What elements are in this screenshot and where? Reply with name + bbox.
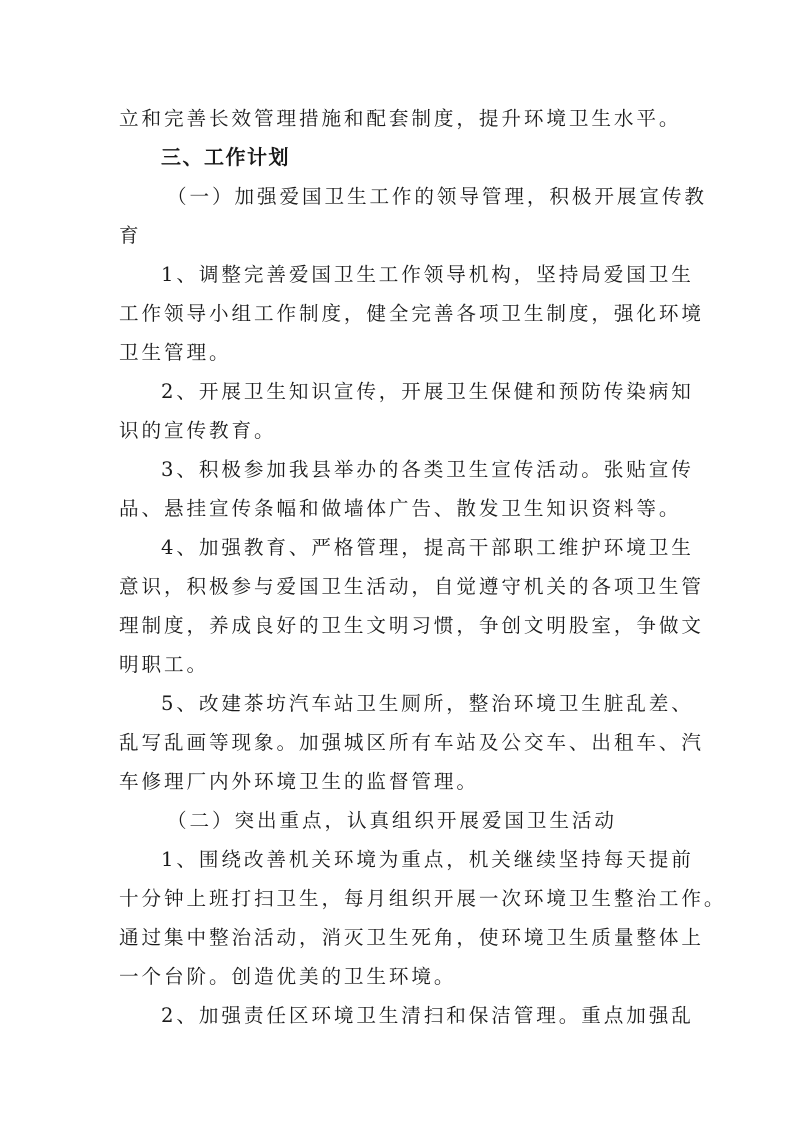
section-heading: 三、工作计划 [161,145,290,169]
document-page [119,99,727,1035]
paragraph-line: 理制度，养成良好的卫生文明习惯，争创文明股室，争做文 [119,614,704,637]
paragraph-line: 育 [119,224,142,247]
paragraph-line: 一个台阶。创造优美的卫生环境。 [119,965,457,988]
list-item-start: 4、加强教育、严格管理，提高干部职工维护环境卫生 [161,536,694,559]
list-item-start: 3、积极参加我县举办的各类卫生宣传活动。张贴宣传 [161,458,694,481]
paragraph-line: 识的宣传教育。 [119,419,277,442]
subsection-heading: （一）加强爱国卫生工作的领导管理，积极开展宣传教 [167,185,707,208]
subsection-heading: （二）突出重点，认真组织开展爱国卫生活动 [167,809,617,832]
list-item-start: 5、改建茶坊汽车站卫生厕所，整治环境卫生脏乱差、 [161,692,694,715]
paragraph-line: 品、悬挂宣传条幅和做墙体广告、散发卫生知识资料等。 [119,497,682,520]
paragraph-line: 意识，积极参与爱国卫生活动，自觉遵守机关的各项卫生管 [119,575,704,598]
paragraph-line: 乱写乱画等现象。加强城区所有车站及公交车、出租车、汽 [119,731,704,754]
paragraph-line: 卫生管理。 [119,341,232,364]
paragraph-line: 立和完善长效管理措施和配套制度，提升环境卫生水平。 [119,107,682,130]
paragraph-line: 十分钟上班打扫卫生，每月组织开展一次环境卫生整治工作。 [119,887,727,910]
list-item-start: 1、围绕改善机关环境为重点，机关继续坚持每天提前 [161,848,694,871]
paragraph-line: 车修理厂内外环境卫生的监督管理。 [119,770,479,793]
list-item-start: 2、开展卫生知识宣传，开展卫生保健和预防传染病知 [161,380,694,403]
list-item-start: 1、调整完善爱国卫生工作领导机构，坚持局爱国卫生 [161,263,694,286]
paragraph-line: 工作领导小组工作制度，健全完善各项卫生制度，强化环境 [119,302,704,325]
paragraph-line: 明职工。 [119,653,209,676]
paragraph-line: 通过集中整治活动，消灭卫生死角，使环境卫生质量整体上 [119,926,704,949]
list-item-start: 2、加强责任区环境卫生清扫和保洁管理。重点加强乱 [161,1004,694,1027]
